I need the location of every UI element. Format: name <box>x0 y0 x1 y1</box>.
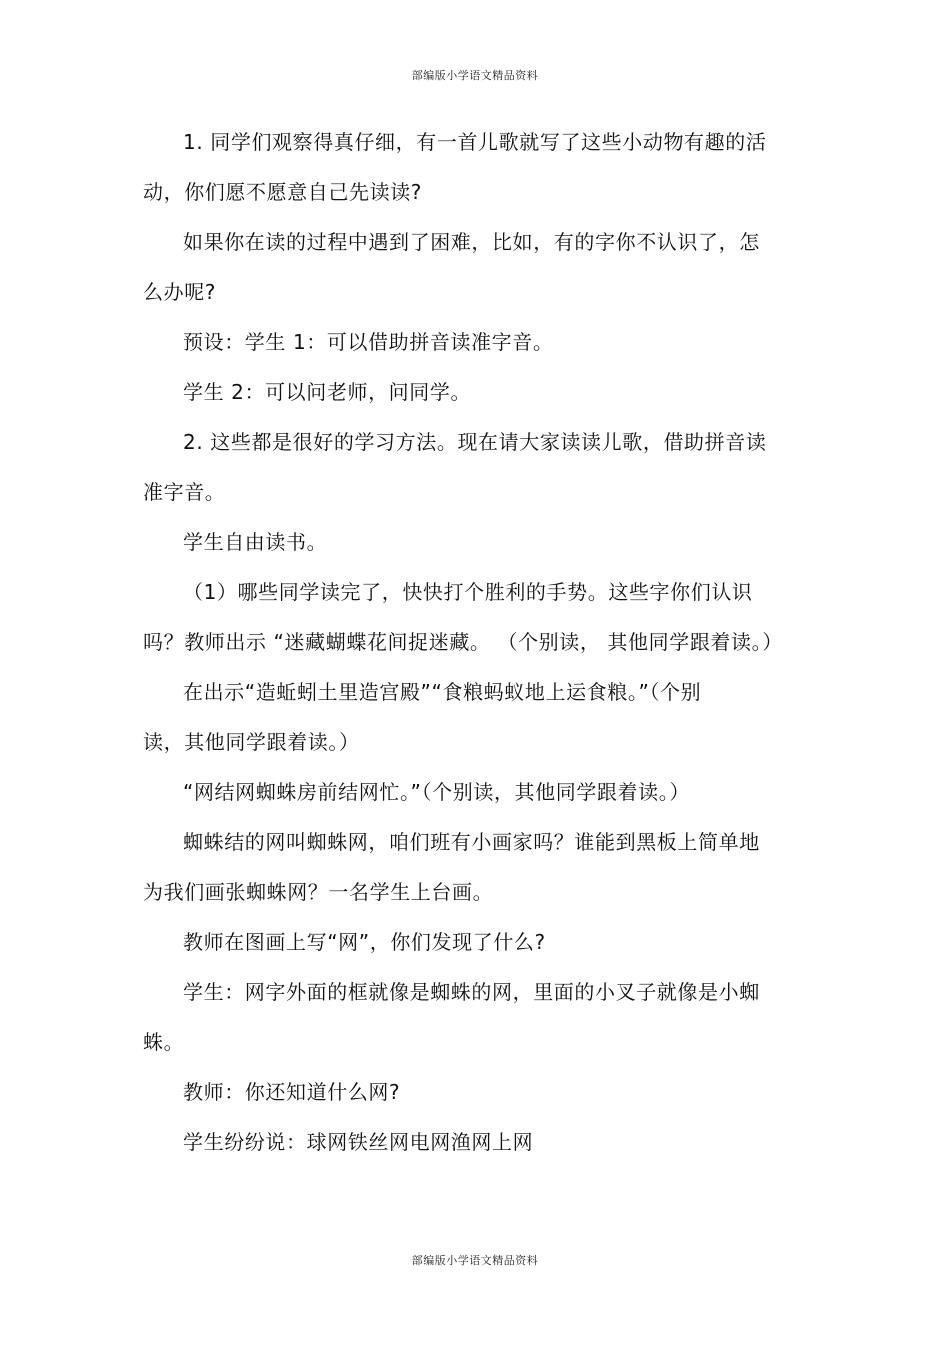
page-header: 部编版小学语文精品资料 <box>411 69 539 82</box>
paragraph-line: 学生 2：可以问老师，问同学。 <box>183 380 472 404</box>
paragraph-line: 1. 同学们观察得真仔细，有一首儿歌就写了这些小动物有趣的活 <box>183 130 767 154</box>
paragraph-line: 吗？教师出示 “迷藏蝴蝶花间捉迷藏。 （个别读， 其他同学跟着读。） <box>143 630 783 654</box>
paragraph-line: 蛛。 <box>143 1030 185 1054</box>
paragraph-line: 教师在图画上写“网”，你们发现了什么? <box>183 930 546 954</box>
paragraph-line: “网结网蜘蛛房前结网忙。”（个别读，其他同学跟着读。） <box>183 780 690 804</box>
paragraph-line: 蜘蛛结的网叫蜘蛛网，咱们班有小画家吗？谁能到黑板上简单地 <box>183 830 760 854</box>
paragraph-line: 准字音。 <box>143 480 226 504</box>
paragraph-line: 读，其他同学跟着读。） <box>143 730 360 754</box>
paragraph-line: 动，你们愿不愿意自己先读读? <box>143 180 423 204</box>
paragraph-line: 么办呢? <box>143 280 217 304</box>
paragraph-line: 教师：你还知道什么网? <box>183 1080 401 1104</box>
paragraph-line: 为我们画张蜘蛛网？一名学生上台画。 <box>143 880 494 904</box>
paragraph-line: 学生自由读书。 <box>183 530 328 554</box>
paragraph-line: 预设：学生 1：可以借助拼音读准字音。 <box>183 330 554 354</box>
paragraph-line: 学生纷纷说：球网铁丝网电网渔网上网 <box>183 1130 534 1154</box>
paragraph-line: 2. 这些都是很好的学习方法。现在请大家读读儿歌，借助拼音读 <box>183 430 767 454</box>
paragraph-line: （1）哪些同学读完了，快快打个胜利的手势。这些字你们认识 <box>183 580 753 604</box>
paragraph-line: 在出示“造蚯蚓土里造宫殿”“食粮蚂蚁地上运食粮。”（个别 <box>183 680 702 704</box>
page-footer: 部编版小学语文精品资料 <box>411 1254 539 1267</box>
paragraph-line: 学生：网字外面的框就像是蜘蛛的网，里面的小叉子就像是小蜘 <box>183 980 760 1004</box>
paragraph-line: 如果你在读的过程中遇到了困难，比如，有的字你不认识了，怎 <box>183 230 760 254</box>
